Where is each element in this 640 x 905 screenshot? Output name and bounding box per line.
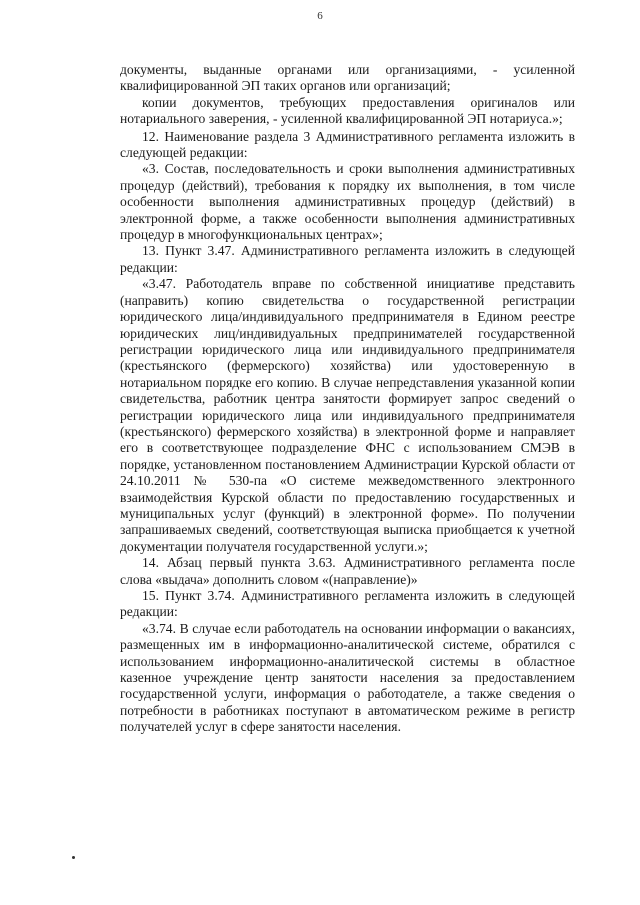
paragraph-copies-ep: копии документов, требующих предоставления оригиналов или нотариального заверения, - усиленной квалифицированной ЭП нотариуса.»; [120,94,575,127]
paragraph-item-14: 14. Абзац первый пункта 3.63. Административного регламента после слова «выдача» дополнить словом «(направление)» [120,555,575,587]
scan-mark [72,856,75,859]
paragraph-clause-3-47: «3.47. Работодатель вправе по собственной инициативе представить (направить) копию свидетельства о государственной регистрации юридического лица/индивидуального предпринимателя в Едином реестре юридических лиц/индивидуальных предпринимателей государственной регистрации юридического лица или индивидуального предпринимателя (крестьянского (фермерского) хозяйства) или удостоверенную в нотариальном порядке его копию. В случае непредставления указанной копии свидетельства, работник центра занятости формирует запрос сведений о регистрации юридического лица или индивидуального предпринимателя (крестьянского) фермерского хозяйства) в электронной форме и направляет его в соответствующее подразделение ФНС с использованием СМЭВ в порядке, установленном постановлением Администрации Курской области от 24.10.2011 № 530-па «О системе межведомственного электронного взаимодействия Курской области по предоставлению государственных и муниципальных услуг (функций) в электронной форме». По получении запрашиваемых сведений, соответствующая выписка приобщается к учетной документации получателя государственной услуги.»; [120,276,575,554]
paragraph-documents-ep: документы, выданные органами или организациями, - усиленной квалифицированной ЭП таких органов или организаций; [120,62,575,94]
paragraph-item-12: 12. Наименование раздела 3 Административного регламента изложить в следующей редакции: [120,128,575,161]
paragraph-item-15: 15. Пункт 3.74. Административного регламента изложить в следующей редакции: [120,588,575,620]
paragraph-section-3-title: «3. Состав, последовательность и сроки выполнения административных процедур (действий), требования к порядку их выполнения, в том числе особенности выполнения административных процедур (действий) в электронной форме, а также особенности выполнения административных процедур в многофункциональных центрах»; [120,161,575,243]
paragraph-item-13: 13. Пункт 3.47. Административного регламента изложить в следующей редакции: [120,243,575,275]
document-body [120,62,575,736]
paragraph-clause-3-74: «3.74. В случае если работодатель на основании информации о вакансиях, размещенных им в информационно-аналитической системе, обратился с использованием информационно-аналитической системы в областное казенное учреждение центр занятости населения за предоставлением государственной услуги, информация о работодателе, а также сведения о потребности в работниках поступают в автоматическом режиме в регистр получателей услуг в сфере занятости населения. [120,620,575,735]
page-number: 6 [317,10,323,22]
